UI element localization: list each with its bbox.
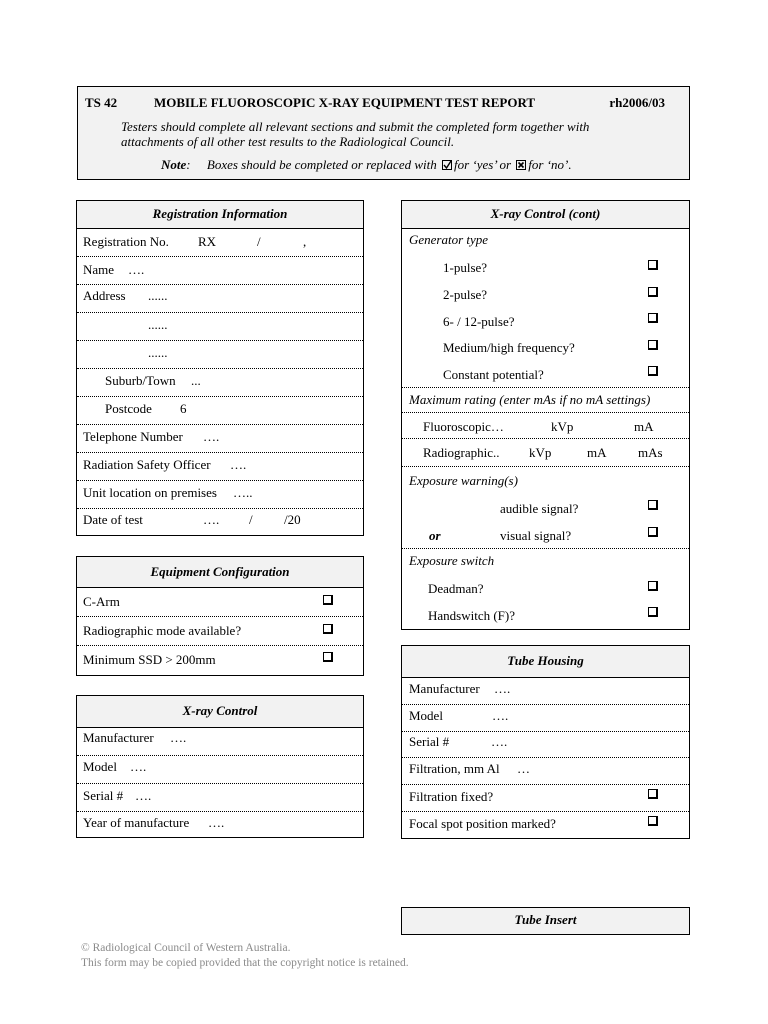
copyright-notice: © Radiological Council of Western Australia. [81,942,291,954]
generator-medium-high-label: Medium/high frequency? [443,340,575,355]
unit-location-value: ….. [233,485,253,500]
radiographic-kvp-unit: kVp [529,445,552,460]
registration-separator-2: , [303,234,307,249]
xc-manufacturer-value: …. [170,730,187,745]
th-serial-value: …. [491,734,508,749]
xc-year-value: …. [208,815,225,830]
address-line2: ...... [148,317,168,332]
th-filtration-row[interactable] [402,758,689,785]
generator-6-12-pulse-label: 6- / 12-pulse? [443,314,515,329]
xc-year-row[interactable] [77,812,363,838]
note-text-c: for ‘no’. [528,157,572,172]
address-row-2[interactable] [77,313,363,341]
handswitch-label: Handswitch (F)? [428,608,516,623]
unit-location-label: Unit location on premises [83,485,217,500]
th-serial-label: Serial # [409,734,450,749]
radiographic-ma-unit: mA [587,445,607,460]
th-filtration-fixed-checkbox[interactable] [648,789,658,799]
suburb-row[interactable] [77,369,363,397]
postcode-value: 6 [180,401,187,416]
xc-year-label: Year of manufacture [83,815,190,830]
th-model-label: Model [409,708,443,723]
radiographic-mas-unit: mAs [638,445,663,460]
xc-serial-value: …. [135,788,152,803]
th-model-row[interactable] [402,705,689,732]
generator-1-pulse-label: 1-pulse? [443,260,488,275]
c-arm-row [77,588,363,617]
c-arm-label: C-Arm [83,594,120,609]
telephone-row[interactable] [77,425,363,453]
address-label: Address [83,288,126,303]
deadman-label: Deadman? [428,581,484,596]
exposure-switch-heading: Exposure switch [409,553,495,568]
registration-prefix: RX [198,234,217,249]
radiographic-mode-checkbox[interactable] [323,624,333,634]
rso-row[interactable] [77,453,363,481]
equipment-title: Equipment Configuration [77,557,363,588]
c-arm-checkbox[interactable] [323,595,333,605]
tube-insert-section [401,907,690,935]
divider [402,466,689,467]
xc-model-value: …. [130,759,147,774]
rso-label: Radiation Safety Officer [83,457,211,472]
th-filtration-fixed-label: Filtration fixed? [409,789,494,804]
name-value: …. [128,262,145,277]
copy-permission-notice: This form may be copied provided that the copyright notice is retained. [81,957,409,969]
address-line3: ...... [148,345,168,360]
equipment-section [76,556,364,676]
divider [402,387,689,388]
th-serial-row[interactable] [402,732,689,758]
instructions-line2: attachments of all other test results to the Radiological Council. [121,134,455,149]
note-label: Note [161,157,187,172]
generator-6-12-pulse-checkbox[interactable] [648,313,658,323]
divider [402,438,689,439]
date-value: …. [203,512,220,527]
th-model-value: …. [492,708,509,723]
divider [402,412,689,413]
unit-location-row[interactable] [77,481,363,509]
registration-separator: / [257,234,261,249]
th-filtration-fixed-row [402,785,689,812]
tube-insert-title: Tube Insert [402,908,689,934]
deadman-checkbox[interactable] [648,581,658,591]
note-line: Note: Boxes should be completed or replaced with for ‘yes’ or for ‘no’. [161,157,572,172]
minimum-ssd-row [77,646,363,675]
th-manufacturer-value: …. [494,681,511,696]
fluoroscopic-label: Fluoroscopic… [423,419,504,434]
th-focal-spot-row [402,812,689,838]
xray-control-section [76,695,364,838]
generator-constant-potential-checkbox[interactable] [648,366,658,376]
note-text-a: Boxes should be completed or replaced with [206,157,437,172]
xray-control-cont-title: X-ray Control (cont) [402,201,689,229]
crossed-box-icon [516,160,526,170]
date-row[interactable] [77,509,363,536]
tube-housing-section [401,645,690,839]
th-filtration-label: Filtration, mm Al [409,761,500,776]
generator-1-pulse-checkbox[interactable] [648,260,658,270]
fluoroscopic-kvp-unit: kVp [551,419,574,434]
generator-2-pulse-checkbox[interactable] [648,287,658,297]
xc-manufacturer-row[interactable] [77,728,363,756]
generator-type-heading: Generator type [409,232,489,247]
radiographic-mode-label: Radiographic mode available? [83,623,242,638]
th-manufacturer-row[interactable] [402,678,689,705]
handswitch-checkbox[interactable] [648,607,658,617]
exposure-warning-heading: Exposure warning(s) [409,473,518,488]
generator-constant-potential-label: Constant potential? [443,367,544,382]
th-manufacturer-label: Manufacturer [409,681,480,696]
report-header [77,86,690,180]
xray-control-cont-section [401,200,690,630]
visual-signal-checkbox[interactable] [648,527,658,537]
registration-number-label: Registration No. [83,234,169,249]
address-line1: ...... [148,288,168,303]
radiographic-label: Radiographic.. [423,445,500,460]
address-row-3[interactable] [77,341,363,369]
minimum-ssd-checkbox[interactable] [323,652,333,662]
form-reference: rh2006/03 [609,95,665,110]
name-row[interactable] [77,257,363,285]
audible-signal-label: audible signal? [500,501,579,516]
audible-signal-checkbox[interactable] [648,500,658,510]
form-title: MOBILE FLUOROSCOPIC X-RAY EQUIPMENT TEST REPORT [154,95,536,110]
th-focal-spot-checkbox[interactable] [648,816,658,826]
telephone-label: Telephone Number [83,429,183,444]
xc-manufacturer-label: Manufacturer [83,730,154,745]
generator-medium-high-checkbox[interactable] [648,340,658,350]
xc-serial-row[interactable] [77,784,363,812]
note-text-b: for ‘yes’ or [453,157,512,172]
generator-2-pulse-label: 2-pulse? [443,287,488,302]
date-label: Date of test [83,512,143,527]
or-label: or [429,528,441,543]
postcode-row[interactable] [77,397,363,425]
checked-box-icon [442,160,452,170]
registration-title: Registration Information [77,201,363,229]
date-year: /20 [284,512,301,527]
rso-value: …. [230,457,247,472]
th-filtration-value: … [517,761,530,776]
fluoroscopic-ma-unit: mA [634,419,654,434]
visual-signal-label: visual signal? [500,528,572,543]
registration-section [76,200,364,536]
max-rating-heading: Maximum rating (enter mAs if no mA settings) [409,392,651,407]
registration-number-row[interactable] [77,229,363,257]
xc-model-row[interactable] [77,756,363,784]
postcode-label: Postcode [105,401,152,416]
tube-housing-title: Tube Housing [402,646,689,678]
suburb-value: ... [191,373,201,388]
minimum-ssd-label: Minimum SSD > 200mm [83,652,216,667]
instructions-line1: Testers should complete all relevant sections and submit the completed form together with [121,119,590,134]
th-focal-spot-label: Focal spot position marked? [409,816,556,831]
suburb-label: Suburb/Town [105,373,176,388]
telephone-value: …. [203,429,220,444]
xc-model-label: Model [83,759,117,774]
xray-control-title: X-ray Control [77,696,363,728]
name-label: Name [83,262,115,277]
xc-serial-label: Serial # [83,788,124,803]
address-row[interactable] [77,285,363,313]
form-code: TS 42 [85,95,118,110]
radiographic-mode-row [77,617,363,646]
date-separator: / [249,512,253,527]
divider [402,548,689,549]
